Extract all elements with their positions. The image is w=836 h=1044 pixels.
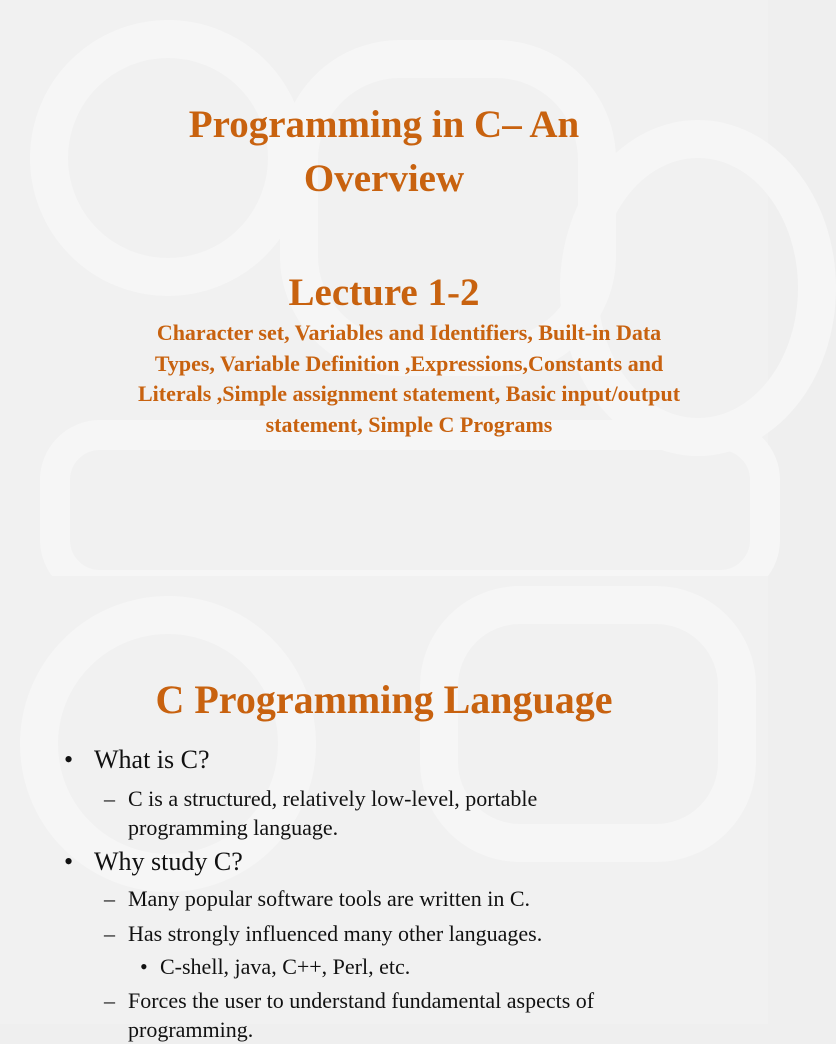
- dash-marker: –: [104, 921, 115, 946]
- bullet-marker: •: [64, 847, 74, 876]
- topics-line-1: Character set, Variables and Identifiers, Built-in Data: [156, 320, 662, 345]
- topics-line-2: Types, Variable Definition ,Expressions,Constants and: [154, 350, 664, 376]
- answer-text: Has strongly influenced many other languages.: [128, 921, 543, 946]
- dash-marker: –: [104, 988, 115, 1013]
- sub-bullet-text: C-shell, java, C++, Perl, etc.: [160, 954, 411, 979]
- lecture-number: Lecture 1-2: [288, 271, 480, 314]
- dash-marker: –: [104, 786, 115, 811]
- slide-title-line-1: Programming in C– An: [188, 103, 580, 146]
- content-slide: [0, 576, 768, 1042]
- answer-text: Many popular software tools are written in C.: [128, 886, 531, 911]
- topics-line-4: statement, Simple C Programs: [265, 411, 553, 437]
- slide-title: [0, 98, 768, 206]
- bullet-text: Why study C?: [94, 847, 243, 876]
- topics-line-3: Literals ,Simple assignment statement, Basic input/output: [137, 381, 681, 406]
- answer-text: C is a structured, relatively low-level, portable: [128, 786, 538, 811]
- dash-marker: –: [104, 886, 115, 911]
- bullet-marker: •: [64, 745, 74, 774]
- answer-text: programming language.: [128, 815, 339, 840]
- watermark-shape: [40, 420, 780, 600]
- sub-bullet-marker: •: [140, 954, 148, 979]
- lecture-topics: [84, 318, 734, 440]
- slide-title-line-2: Overview: [303, 157, 465, 200]
- answer-text: programming.: [128, 1017, 254, 1042]
- bullet-text: What is C?: [94, 745, 210, 774]
- answer-text: Forces the user to understand fundamental aspects of: [128, 988, 595, 1013]
- slide-heading: C Programming Language: [155, 677, 613, 722]
